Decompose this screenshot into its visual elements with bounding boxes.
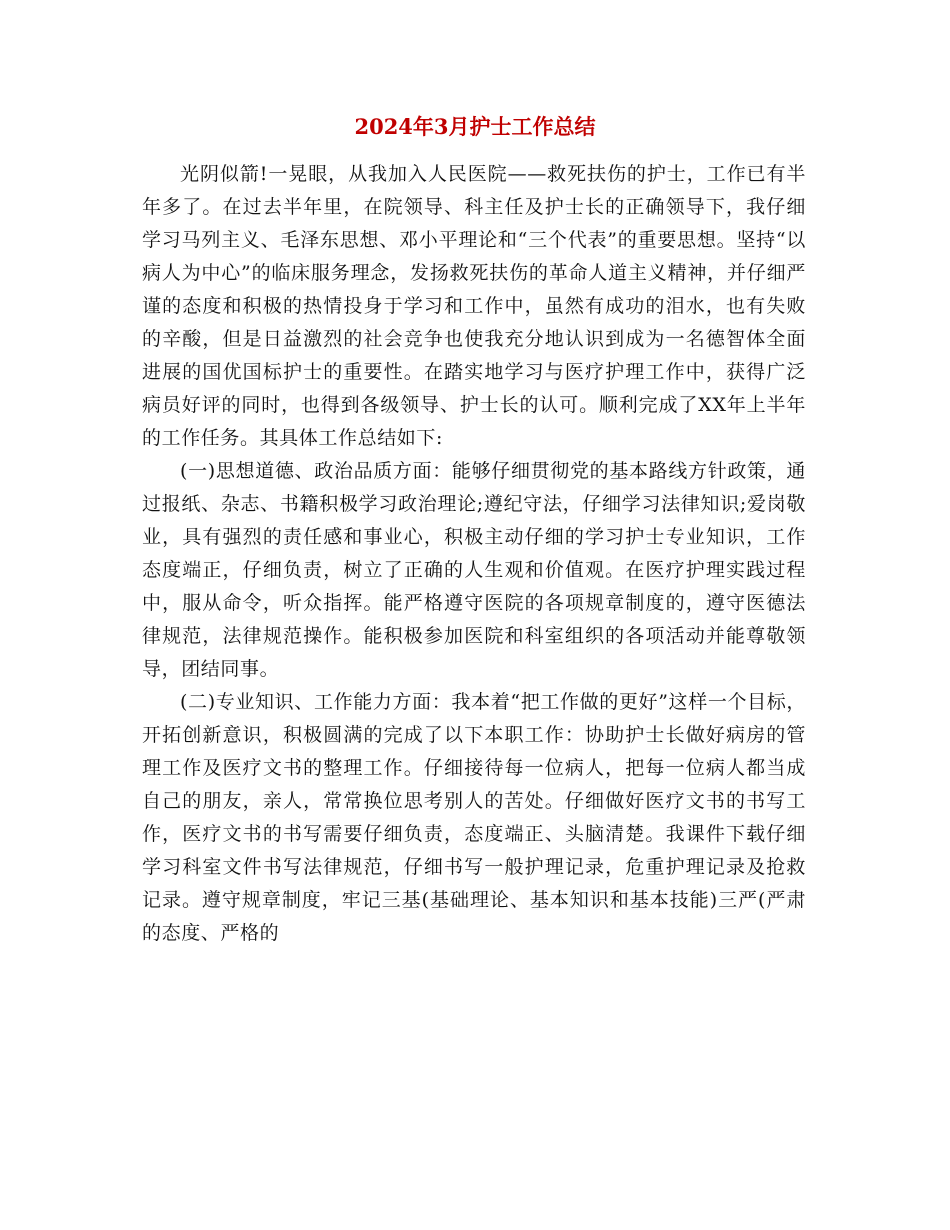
paragraph-professional: (二)专业知识、工作能力方面：我本着“把工作做的更好”这样一个目标，开拓创新意识，积极圆满的完成了以下本职工作：协助护士长做好病房的管理工作及医疗文书的整理工作。仔细接待每一位病人，把每一位病人都当成自己的朋友，亲人，常常换位思考别人的苦处。仔细做好医疗文书的书写工作，医疗文书的书写需要仔细负责，态度端正、头脑清楚。我课件下载仔细学习科室文件书写法律规范，仔细书写一般护理记录，危重护理记录及抢救记录。遵守规章制度，牢记三基(基础理论、基本知识和基本技能)三严(严肃的态度、严格的 [142,691,806,944]
paragraph-intro: 光阴似箭!一晃眼，从我加入人民医院——救死扶伤的护士，工作已有半年多了。在过去半年里，在院领导、科主任及护士长的正确领导下，我仔细学习马列主义、毛泽东思想、邓小平理论和“三个代表”的重要思想。坚持“以病人为中心”的临床服务理念，发扬救死扶伤的革命人道主义精神，并仔细严谨的态度和积极的热情投身于学习和工作中，虽然有成功的泪水，也有失败的辛酸，但是日益激烈的社会竞争也使我充分地认识到成为一名德智体全面进展的国优国标护士的重要性。在踏实地学习与医疗护理工作中，获得广泛病员好评的同时，也得到各级领导、护士长的认可。顺利完成了XX年上半年的工作任务。其具体工作总结如下: [142,163,806,449]
paragraph-ideology: (一)思想道德、政治品质方面：能够仔细贯彻党的基本路线方针政策，通过报纸、杂志、书籍积极学习政治理论;遵纪守法，仔细学习法律知识;爱岗敬业，具有强烈的责任感和事业心，积极主动仔细的学习护士专业知识，工作态度端正，仔细负责，树立了正确的人生观和价值观。在医疗护理实践过程中，服从命令，听众指挥。能严格遵守医院的各项规章制度的，遵守医德法律规范，法律规范操作。能积极参加医院和科室组织的各项活动并能尊敬领导，团结同事。 [142,460,806,680]
document-body [142,158,806,950]
document-title: 2024年3月护士工作总结 [354,114,596,139]
